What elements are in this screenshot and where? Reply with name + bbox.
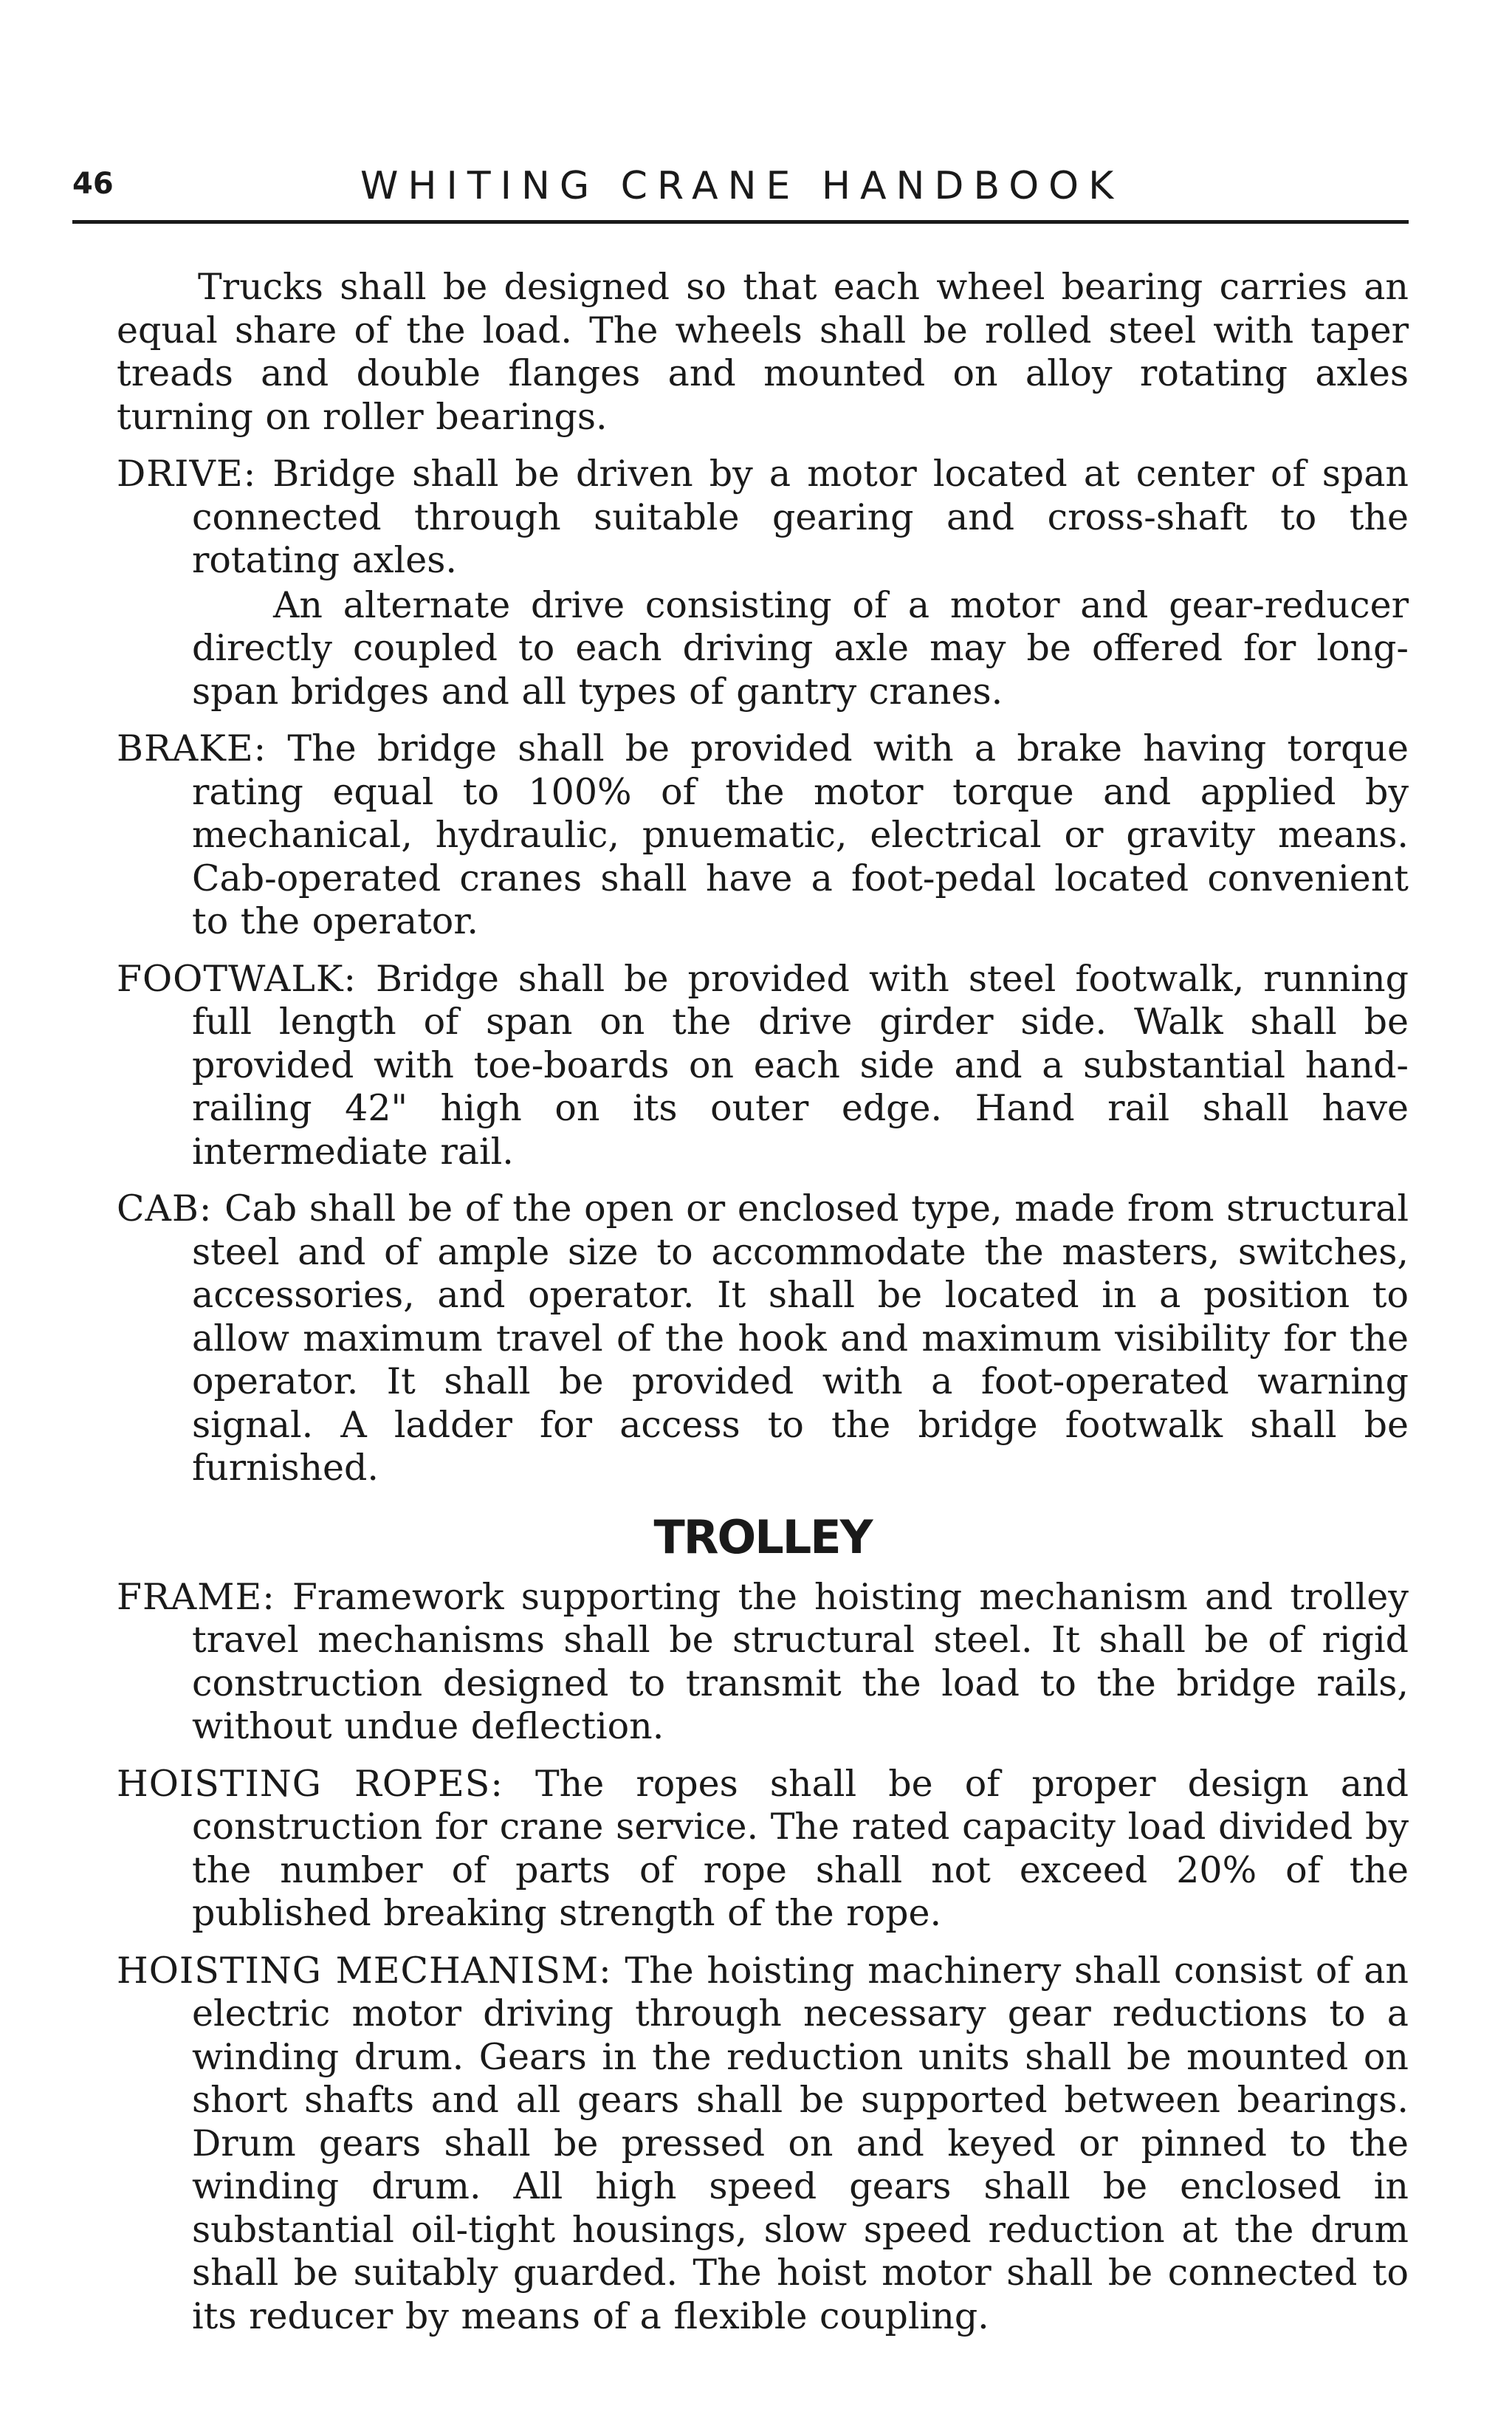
hoisting-mechanism-term: HOISTING MECHANISM: — [117, 1949, 612, 1992]
section-title-trolley: TROLLEY — [653, 1509, 872, 1564]
frame-term: FRAME: — [117, 1575, 275, 1618]
drive-text: Bridge shall be driven by a motor located at center of span connected through suitable gearing and cross-shaft to the rotating axles. — [192, 453, 1409, 581]
running-head: WHITING CRANE HANDBOOK — [360, 164, 1124, 208]
footwalk-paragraph — [117, 958, 1409, 1174]
drive-paragraph — [117, 453, 1409, 583]
brake-term: BRAKE: — [117, 727, 267, 769]
frame-text: Framework supporting the hoisting mechanism and trolley travel mechanisms shall be structural steel. It shall be of rigid construction designed to transmit the load to the bridge rails, without undue deflection. — [192, 1575, 1409, 1747]
hoisting-ropes-term: HOISTING ROPES: — [117, 1762, 504, 1805]
footwalk-term: FOOTWALK: — [117, 957, 357, 1000]
alternate-drive-paragraph — [117, 584, 1409, 714]
hoisting-ropes-text: The ropes shall be of proper design and construction for crane service. The rated capacity load divided by the number of parts of rope shall not exceed 20% of the published breaking strength of the rope. — [192, 1762, 1409, 1934]
cab-text: Cab shall be of the open or enclosed type, made from structural steel and of ample size to accommodate the masters, switches, accessories, and operator. It shall be located in a position to allow maximum travel of the hook and maximum visibility for the operator. It shall be provided with a foot-operated warning signal. A ladder for access to the bridge footwalk shall be furnished. — [192, 1187, 1409, 1489]
footwalk-text: Bridge shall be provided with steel footwalk, running full length of span on the drive girder side. Walk shall be provided with toe-boards on each side and a substantial hand-railing 42" high on its outer edge. Hand rail shall have intermediate rail. — [192, 957, 1409, 1173]
page-body — [117, 266, 1409, 2352]
cab-term: CAB: — [117, 1187, 213, 1230]
page-header — [72, 161, 1409, 224]
hoisting-mechanism-paragraph — [117, 1950, 1409, 2339]
hoisting-mechanism-text: The hoisting machinery shall consist of an electric motor driving through necessary gear reductions to a winding drum. Gears in the reduction units shall be mounted on short shafts and all gears shall be supported between bearings. Drum gears shall be pressed on and keyed or pinned to the winding drum. All high speed gears shall be enclosed in substantial oil-tight housings, slow speed reduction at the drum shall be suitably guarded. The hoist motor shall be connected to its reducer by means of a flexible coupling. — [192, 1949, 1409, 2337]
hoisting-ropes-paragraph — [117, 1763, 1409, 1936]
brake-text: The bridge shall be provided with a brake having torque rating equal to 100% of the motor torque and applied by mechanical, hydraulic, pnuematic, electrical or gravity means. Cab-operated cranes shall have a foot-pedal located convenient to the operator. — [192, 727, 1409, 942]
trucks-paragraph: Trucks shall be designed so that each wheel bearing carries an equal share of the load. The wheels shall be rolled steel with taper treads and double flanges and mounted on alloy rotating axles turning on roller bearings. — [117, 266, 1409, 438]
cab-paragraph — [117, 1187, 1409, 1490]
alternate-drive-text: An alternate drive consisting of a motor and gear-reducer directly coupled to each driving axle may be offered for long-span bridges and all types of gantry cranes. — [192, 583, 1409, 713]
frame-paragraph — [117, 1576, 1409, 1749]
drive-term: DRIVE: — [117, 453, 257, 495]
brake-paragraph — [117, 727, 1409, 944]
page-number: 46 — [72, 167, 114, 201]
